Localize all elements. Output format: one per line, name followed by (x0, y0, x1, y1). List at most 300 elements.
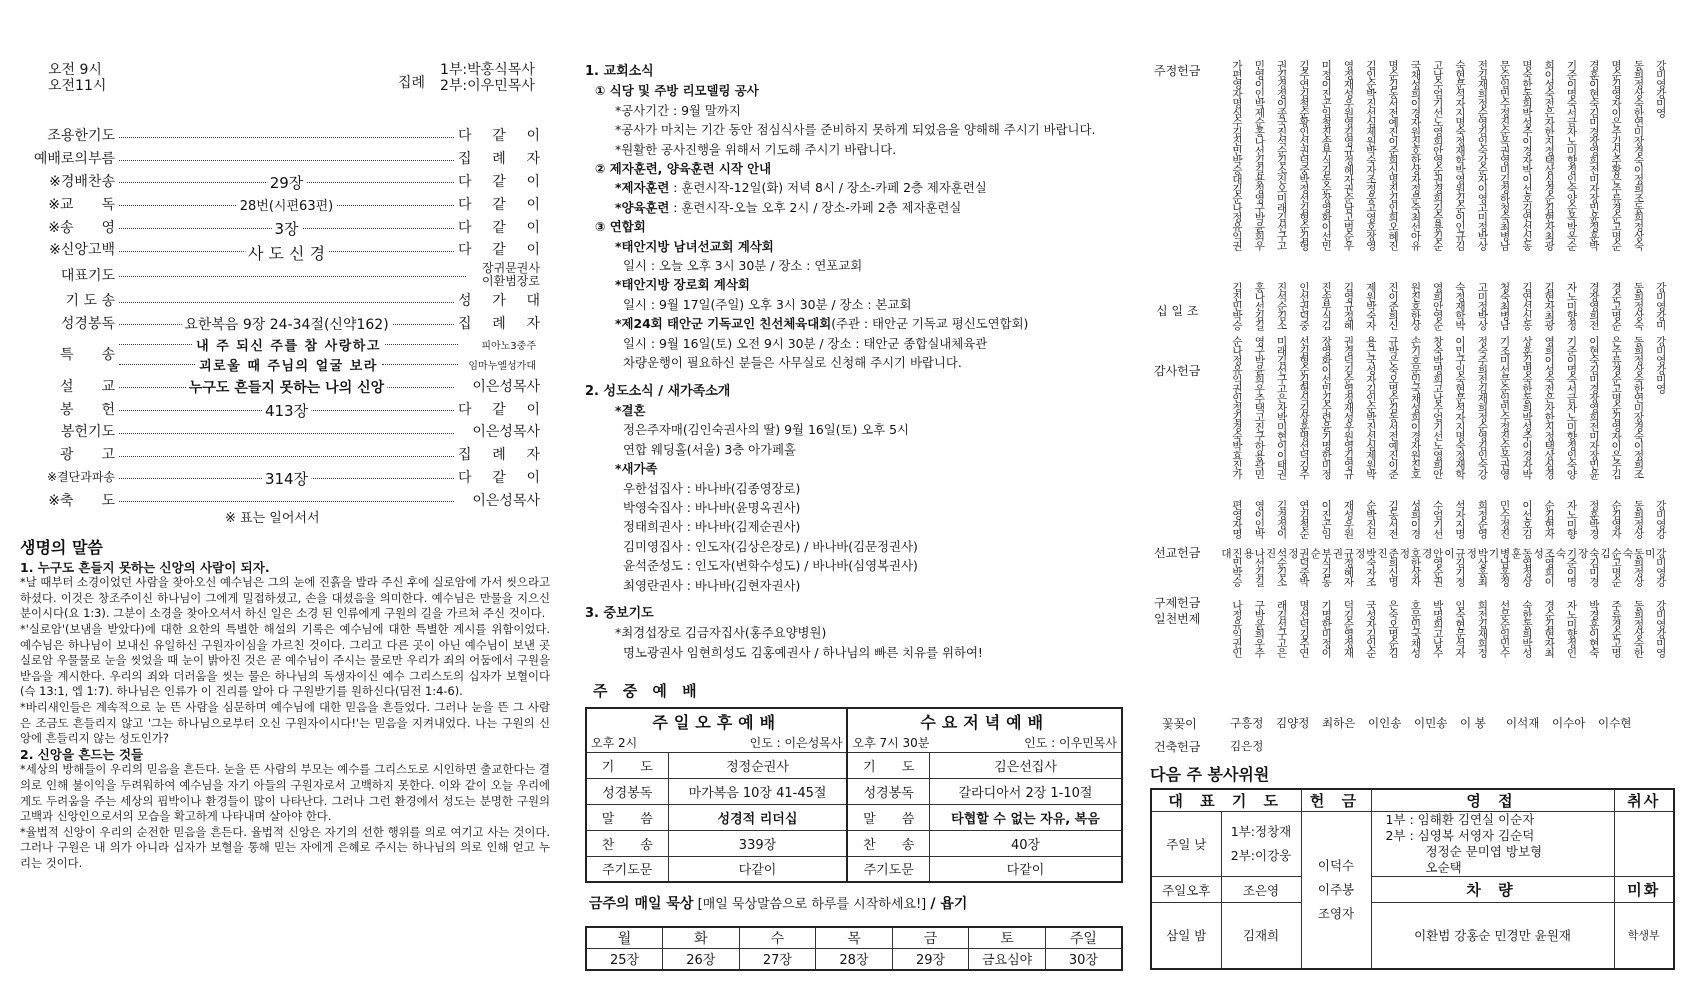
offering-names: 경순고명순 (1610, 282, 1623, 330)
offering-names: 김인순박진선심제원박숙자조정웅고영호장영 (1364, 60, 1377, 250)
news-heading-2: 2. 성도소식 / 새가족소개 (585, 383, 731, 399)
wed-night-label: 삼일 밤 (1151, 903, 1221, 969)
offering-names: 진민박승대 (1220, 548, 1243, 586)
meditation-label: 금주의 매일 묵상 (589, 896, 694, 912)
word-of-life (20, 540, 550, 871)
flower-name: 이 봉 (1460, 716, 1486, 730)
offering-names: 경장영희전 (1587, 282, 1600, 330)
order-item: 3장 (271, 218, 301, 239)
sun-noon-2: 2부:이강웅 (1230, 848, 1292, 863)
offering-names: 명순김영자이은주김신주황은주류경순고명순 (1610, 60, 1623, 250)
offering-names: 정훈박경 (1587, 500, 1600, 538)
offering-names: 권덕중박정 (1286, 548, 1310, 586)
offering-names: 임숙현문석자 (1454, 600, 1466, 657)
flower-name: 이석재 (1506, 716, 1540, 730)
worship-value: 40장 (929, 830, 1122, 856)
offering-names: 영희이성숙전은자한지정택상심경 (1543, 336, 1556, 479)
new-family: 김미영집사 : 인도자(김상은장로) / 바나바(김문정권사) (623, 538, 918, 554)
special-who-2: 임마누엘성가대 (468, 360, 536, 372)
news-detail: 일시 : 오늘 오후 3시 30분 / 장소 : 연포교회 (623, 258, 863, 274)
next-week-table (1150, 788, 1675, 970)
order-row (20, 374, 540, 397)
offering-names: 민수정진 (1498, 500, 1511, 538)
worship-row (586, 752, 1122, 778)
order-who: 장귀문권사 이환범장로 (482, 260, 540, 288)
worship-key: 주기도문 (586, 856, 668, 882)
offering-names: 규김기정이 (1443, 548, 1466, 586)
day-header: 화 (663, 927, 740, 949)
worship-value: 339장 (668, 830, 847, 856)
offering-names: 덕김순영정재 (1342, 600, 1355, 657)
flower-name: 구흥정 (1230, 716, 1264, 730)
order-item: 요한복음 9장 24-34절(신약162) (181, 314, 391, 334)
offering-label-ilcheon: 일천번제 (1154, 612, 1201, 626)
news-detail: 연합 웨딩홀(서울) 3층 아가페홀 (623, 441, 796, 457)
offering-names: 래김선구고은 (1275, 600, 1288, 657)
news-item: ② 제자훈련, 양육훈련 시작 안내 (595, 161, 772, 177)
offering-names: 상훈김명숙한동희박성주이경자박 (1520, 336, 1533, 479)
offering-names: 재성우원 (1342, 500, 1355, 538)
order-label: ※신앙고백 (49, 242, 115, 259)
weekly-worship-title: 주 중 예 배 (593, 682, 702, 700)
offering-label-guje: 구제헌금 (1154, 596, 1201, 610)
offering-names: 박숙자조정 (1353, 548, 1377, 586)
prayer-request: 명노광권사 임현희성도 김홍예권사 / 하나님의 빠른 치유를 위하여! (623, 644, 983, 660)
offering-names: 민영이인박제순홍나선김길용정영구박윤희우 (1253, 60, 1266, 250)
greet-line: 오순택 (1425, 860, 1462, 875)
order-row (20, 170, 540, 193)
new-family: 박영숙집사 : 바나바(윤명옥권사) (623, 499, 801, 515)
order-row (20, 147, 540, 170)
service-times (48, 62, 106, 94)
news-heading-1: 1. 교회소식 (585, 64, 654, 79)
jibrye-label: 집례 (398, 75, 426, 91)
offering-names: 호한상자정 (1398, 548, 1422, 586)
order-label: 예배로의부름 (33, 151, 115, 168)
sun-noon-1: 1부:정창재 (1230, 824, 1292, 839)
news-subitem: *태안지방 장로회 계삭회 (615, 277, 750, 293)
new-family: 최영란권사 : 바나바(김현자권사) (623, 577, 801, 593)
offering-names: 국채성희이경자원진호한상자정문숙최선아유 (1409, 60, 1422, 250)
offering-label-gamsa: 감사헌금 (1154, 364, 1201, 378)
order-row (20, 192, 540, 215)
offering-names: 부식김동순 (1309, 548, 1333, 586)
offering-names: 박경훈이현숙 (1587, 600, 1600, 657)
news-subitem: *태안지방 남녀선교회 계삭회 (615, 238, 774, 254)
offering-names: 동희정상 (1632, 500, 1645, 538)
building-offering-name: 김은정 (1230, 739, 1264, 753)
order-row (20, 443, 540, 466)
offering-names: 김진민박승 (1231, 282, 1243, 330)
order-dots (119, 433, 454, 434)
offering-names: 고미정박상 (1476, 282, 1489, 330)
order-item: 413장 (262, 400, 311, 421)
greet-line: 2부 : 심영복 서영자 김순덕 (1385, 828, 1535, 843)
worship-key: 찬 송 (586, 830, 668, 856)
order-label: ※결단과파송 (46, 470, 115, 485)
offering-names: 은주류경순고명순김영자이은주김 (1610, 336, 1623, 479)
offering-names: 이선호김 (1520, 500, 1533, 538)
offering-names: 경훈이현숙김미경장영희전미자장민윤정훈박 (1587, 60, 1600, 250)
day-chapter: 28장 (816, 949, 893, 970)
offering-names: 제원박숙자 (1364, 282, 1377, 330)
offering-names: 전김재희정순영김인숙강순자이영고미정박상 (1476, 60, 1489, 250)
offering-names: 김경정이 (1275, 500, 1288, 538)
life-paragraph: *율법적 신앙이 우리의 순전한 믿음을 흔든다. 율법적 신앙은 자기의 선한 행위를 의로 여기고 사는 것이다. 그러나 구원은 내 의가 아니라 십자가 보혈을 통해 믿는 자에게 은혜로 주시는 하나님의 의로 인해 얻고 누리는 것이다. (20, 824, 550, 870)
offering-names: 창숙박명희고남수엄기선노영희안 (1431, 336, 1444, 479)
worship-value: 정정순권사 (668, 752, 847, 778)
offering-names: 순고명순김 (1599, 548, 1623, 586)
news-detail: *공사기간 : 9월 말까지 (615, 102, 741, 118)
day-header: 토 (969, 927, 1046, 949)
offering-names: 강미영강 (1654, 500, 1667, 538)
order-dots (119, 160, 454, 161)
day-header: 목 (816, 927, 893, 949)
offering-names: 숙정재학박 (1454, 282, 1466, 330)
offering-label-ggot: 꽃꽂이 (1162, 717, 1197, 731)
weekly-worship-table (585, 707, 1123, 883)
life-paragraph: *'실로암'(보냄을 받았다)에 대한 요한의 특별한 해설의 기록은 예수님에 대한 특별한 계시를 위함이었다. 예수님은 하나님이 보내신 유일하신 구원자이심을 가르친 것이다. 그리고 다른 곳이 아닌 예수님이 보낸 곳 실로암 우물물로 눈을 씻었을 때 눈이 밝아진 것은 곧 예수님이 주시는 물로만 우리가 죄의 어둠에서 구원을 받음을 계시한다. 우리의 죄와 더러움을 씻는 물은 하나님의 독생자이신 예수 그리스도의 십자가 보혈이다(슥 13:1, 엡 1:7). 하나님은 인류가 이 진리를 알아 다 구원받기를 원하신다(딤전 1:4-6). (20, 621, 550, 699)
order-label: ※축 도 (48, 492, 115, 509)
offering-label-sipil: 십 일 조 (1156, 304, 1199, 318)
worship-key: 성경봉독 (847, 778, 929, 804)
worship-row (586, 856, 1122, 882)
offering-names: 자노미향 (1565, 500, 1578, 538)
news-detail: 정은주자매(김인숙권사의 딸) 9월 16일(토) 오후 5시 (623, 422, 910, 438)
order-label: 성경봉독 (60, 315, 115, 332)
offering-names: 연김철순 (1297, 500, 1310, 538)
day-chapter: 26장 (663, 949, 740, 970)
offering-names: 숙현문석자지명숙정재학박영원김순이인규김 (1454, 60, 1466, 250)
sun-pm-name: 조은영 (1221, 877, 1301, 903)
offering-names: 장영화이선민김수련윤기명한미정 (1320, 336, 1333, 479)
offering-names: 희정순영 (1476, 500, 1489, 538)
offering-names: 순김영자 (1610, 500, 1623, 538)
offering-names: 숙김미경장 (1576, 548, 1600, 586)
day-chapter: 27장 (739, 949, 816, 970)
new-family: 정태희권사 : 바나바(김제순권사) (623, 519, 801, 535)
special-song-row (20, 334, 540, 374)
order-who: 다 같 이 (458, 173, 540, 190)
offering-names: 동희정상숙한연미장경숙이정희조 (1632, 336, 1645, 479)
offering-names: 기준이명숙 (1554, 548, 1578, 586)
day-chapter: 30장 (1045, 949, 1122, 970)
beauty-label: 미화 (1614, 877, 1674, 903)
offering-names: 용근국성자김인순박진선심제원박 (1364, 336, 1377, 479)
offering-names: 정숙주희전김재희정순영김인숙강 (1476, 336, 1489, 479)
offering-names: 이민구임숙현문석자지명숙정재학 (1454, 336, 1466, 479)
offering-names: 권경덕김순영정재성우원영김영규 (1342, 336, 1355, 479)
life-section-1-title: 1. 누구도 흔들지 못하는 신앙의 사람이 되자. (20, 559, 270, 575)
order-label: 봉헌기도 (60, 424, 115, 441)
offering-names: 원진호한상 (1409, 282, 1422, 330)
sermon-title: 누구도 흔들지 못하는 나의 신앙 (186, 377, 387, 397)
offering-names: 미정이진곤임철진송부식김동순장영화이선민 (1320, 60, 1333, 250)
offering-names: 동희정상숙 (1621, 548, 1645, 586)
church-news (585, 62, 1125, 662)
offering-names: 선문순임민수 (1498, 600, 1511, 657)
order-of-service (20, 124, 540, 511)
day-chapter: 29장 (892, 949, 969, 970)
flower-name: 이인송 (1368, 716, 1402, 730)
car-names: 이환범 강홍순 민경만 윤원재 (1371, 903, 1614, 969)
offering-names: 박명희고남수 (1431, 600, 1444, 657)
order-label: 대표기도 (60, 267, 115, 284)
wed-title: 수요저녁예배 (847, 708, 1122, 734)
offering-names: 동희정상숙 (1632, 282, 1645, 330)
news-label: *양육훈련 (615, 199, 670, 215)
header-offering: 헌 금 (1301, 789, 1371, 812)
meditation-table (585, 926, 1123, 971)
offering-names: 기준이명숙서금자노미향정인숙양순옥박옥순 (1565, 60, 1578, 250)
offering-names: 강미영강미영 (1654, 336, 1667, 393)
offering-names: 동희정상숙한 (1632, 600, 1645, 657)
flower-name: 이민송 (1414, 716, 1448, 730)
order-dots (119, 501, 454, 502)
flower-name: 최하은 (1322, 716, 1356, 730)
offering-names: 강미영강미 (1643, 548, 1667, 586)
jibrye-name-1: 1부:박홍식목사 (440, 62, 535, 78)
meditation-note: [매일 묵상말씀으로 하루를 시작하세요!] (697, 897, 927, 912)
order-label: 특 송 (59, 347, 115, 364)
order-dots (119, 137, 454, 138)
order-who: 이은성목사 (472, 492, 540, 509)
order-who: 다 같 이 (458, 469, 540, 486)
offering-names: 국성자김인순 (1364, 600, 1377, 657)
greet-line: 정정순 문미엽 방보형 (1425, 844, 1543, 859)
offering-names: 나정유익권인 (1231, 600, 1243, 657)
header-rep-prayer: 대 표 기 도 (1151, 789, 1301, 812)
news-item: ① 식당 및 주방 리모델링 공사 (595, 83, 759, 99)
standup-note: ※ 표는 일어서서 (225, 511, 320, 526)
offering-names: 이진곤임 (1320, 500, 1333, 538)
order-who: 집 례 자 (458, 315, 540, 332)
offering-names: 주류경순고명 (1610, 600, 1623, 657)
order-who: 다 같 이 (458, 242, 540, 259)
sun-pm-label: 주일오후 (1151, 877, 1221, 903)
order-who: 성 가 대 (458, 293, 540, 310)
wed-night-name: 김재희 (1221, 903, 1301, 969)
offering-names: 조영희이성 (1532, 548, 1556, 586)
offering-names: 가편영자명심수김진민박승대김순나정유익권 (1231, 60, 1243, 250)
offering-names-grid (1220, 60, 1675, 750)
order-who: 이은성목사 (472, 378, 540, 395)
order-item: 29장 (267, 172, 307, 193)
offering-names: 기조미선문순임민수정진순옥권영 (1498, 336, 1511, 479)
flower-name: 김양정 (1276, 716, 1310, 730)
offering-person: 이덕수 (1317, 857, 1355, 873)
offering-names: 홍나선김길 (1253, 282, 1266, 330)
order-row (20, 312, 540, 335)
offering-names: 김영규정혜 (1342, 282, 1355, 330)
worship-key: 성경봉독 (586, 778, 668, 804)
special-song-1: 내 주 되신 주를 참 사랑하고 (196, 338, 381, 354)
offering-names: 구박윤희우주 (1253, 600, 1266, 657)
day-header: 수 (739, 927, 816, 949)
order-label: 광 고 (59, 447, 115, 464)
offering-names: 자노미향정 (1565, 282, 1578, 330)
wed-leader: 인도 : 이우민목사 (1024, 736, 1117, 751)
jibrye-names (440, 62, 535, 94)
order-who: 이은성목사 (472, 424, 540, 441)
offering-names: 김연선신동 (1520, 282, 1533, 330)
offering-names: 권김경정이종국진석순김소진오미래김선구고 (1275, 60, 1288, 250)
offering-label-seongyo: 선교헌금 (1154, 546, 1201, 560)
worship-row (586, 778, 1122, 804)
sun-pm-title: 주일오후예배 (586, 708, 847, 734)
offering-names: 자노미향정인 (1565, 600, 1578, 657)
day-header: 주일 (1045, 927, 1122, 949)
order-who: 다 같 이 (458, 128, 540, 145)
life-title: 생명의 말씀 (20, 538, 103, 557)
offering-names: 호문민국채성 (1409, 600, 1422, 657)
order-item: 사 도 신 경 (245, 241, 328, 264)
offering-label-jujeong: 주정헌금 (1154, 64, 1201, 78)
sun-noon-label: 주일 낮 (1151, 812, 1221, 877)
order-who: 집 례 자 (458, 151, 540, 168)
daily-meditation-line (589, 893, 967, 913)
order-dots (119, 276, 466, 277)
worship-key: 주기도문 (847, 856, 929, 882)
offering-person: 조영자 (1317, 905, 1355, 921)
worship-key: 찬 송 (847, 830, 929, 856)
order-label: 봉 헌 (59, 401, 115, 418)
offering-names: 경순김현자최 (1543, 600, 1556, 657)
offering-names: 김주연김철순황인선권덕중박정선김형순김형 (1297, 60, 1310, 250)
service-time-2: 오전11시 (48, 78, 107, 94)
worship-key: 기 도 (586, 752, 668, 778)
offering-names: 편영자명 (1231, 500, 1243, 538)
order-label: 설 교 (59, 378, 115, 395)
offering-names: 강미영강미영 (1654, 600, 1667, 657)
prayer-request: *최경섭장로 김금자집사(홍주요양병원) (615, 625, 827, 641)
news-subitem: *제24회 태안군 기독교인 친선체육대회 (615, 316, 832, 332)
offering-names: 석자지명 (1454, 500, 1466, 538)
offering-names: 인선권덕중 (1297, 282, 1310, 330)
news-heading-3: 3. 중보기도 (585, 605, 654, 621)
offering-names: 명숙한동희박성주이경자박이선호김연선신동 (1520, 60, 1533, 250)
offering-names: 진이준희신 (1387, 282, 1400, 330)
worship-row (586, 830, 1122, 856)
offering-names: 기명한미정이 (1320, 600, 1333, 657)
order-row (20, 124, 540, 147)
special-who-1: 피아노3중주 (481, 340, 536, 352)
order-label: 기 도 송 (65, 293, 115, 310)
day-chapter: 금요심야 (969, 949, 1046, 970)
beauty-name: 학생부 (1614, 903, 1674, 969)
news-detail: *원활한 공사진행을 위해서 기도해 주시기 바랍니다. (615, 141, 897, 157)
offering-names: 나선김길용 (1242, 548, 1266, 586)
offering-names: 문순임민수정진순옥권영미김정하청숙최병남 (1498, 60, 1511, 250)
worship-key: 말 씀 (847, 804, 929, 830)
news-detail: 차량운행이 필요하신 분들은 사무실로 신청해 주시기 바랍니다. (623, 355, 962, 371)
worship-value: 타협할 수 없는 자유, 복음 (929, 804, 1122, 830)
news-label: *제자훈련 (615, 180, 670, 196)
offering-names: 성희이경 (1409, 500, 1422, 538)
order-who: 다 같 이 (458, 401, 540, 418)
offering-names: 김동서전 (1387, 500, 1400, 538)
offering-names: 진송부식김 (1320, 282, 1333, 330)
offering-names: 청숙최병남 (1498, 282, 1511, 330)
header-cooking: 취사 (1614, 789, 1674, 812)
offering-names: 규박은숙오명순김동서전예진이준 (1387, 336, 1400, 479)
offering-names: 이현숙김미경장영희전미자장민윤 (1587, 336, 1600, 479)
offering-names: 명순김동서전예진이준희신명진김인희오혜진 (1387, 60, 1400, 250)
offering-names: 순박진선 (1364, 500, 1377, 538)
service-time-1: 오전 9시 (48, 62, 102, 78)
flower-names (1230, 715, 1644, 731)
new-family: 우한섭집사 : 바나바(김종영장로) (623, 480, 801, 496)
day-header: 금 (892, 927, 969, 949)
offering-names: 영희안영순 (1431, 282, 1444, 330)
day-chapter: 25장 (586, 949, 663, 970)
order-row (20, 289, 540, 312)
order-row (20, 466, 540, 489)
worship-value: 김은선집사 (929, 752, 1122, 778)
offering-names: 강미영강미 (1654, 282, 1667, 330)
worship-value: 다같이 (929, 856, 1122, 882)
news-detail: : 훈련시작-12일(화) 저녁 8시 / 장소-카페 2층 제자훈련실 (669, 180, 987, 196)
order-row (20, 420, 540, 443)
news-item: ③ 연합회 (595, 219, 646, 235)
order-dots (119, 456, 454, 457)
sun-pm-leader: 인도 : 이은성목사 (749, 736, 843, 751)
sun-pm-time: 오후 2시 (591, 736, 638, 751)
order-label: ※송 영 (48, 219, 115, 236)
news-subitem: *결혼 (615, 402, 646, 418)
offering-names: 규정혜자권 (1331, 548, 1355, 586)
worship-key: 기 도 (847, 752, 929, 778)
wed-time: 오후 7시 30분 (852, 736, 930, 751)
news-detail: : 훈련시작-오늘 오후 2시 / 장소-카페 2층 제자훈련실 (669, 199, 962, 215)
worship-value: 갈라디아서 2장 1-10절 (929, 778, 1122, 804)
offering-person: 이주봉 (1317, 881, 1355, 897)
order-row (20, 397, 540, 420)
worship-value: 성경적 리더십 (668, 804, 847, 830)
offering-names: 고남수엄기선노영희안영순권경희김승룡김순 (1431, 60, 1444, 250)
order-who: 다 같 이 (458, 219, 540, 236)
offering-names: 진석순김소 (1275, 282, 1288, 330)
offering-names: 기준이명숙서금자노미향정인숙양 (1565, 336, 1578, 479)
special-song-2: 괴로울 때 주님의 얼굴 보라 (199, 358, 378, 374)
offering-names: 순나정유익권인정김경숙박효진가 (1231, 336, 1243, 479)
life-section-2-title: 2. 신앙을 흔드는 것들 (20, 746, 144, 762)
offering-names: 동엽정상훈 (1509, 548, 1533, 586)
worship-value: 다같이 (668, 856, 847, 882)
header-greet: 영 접 (1371, 789, 1614, 812)
news-detail: (주관 : 태안군 기독교 평신도연합회) (831, 316, 1029, 332)
order-row (20, 261, 540, 289)
order-label: 조용한기도 (47, 128, 115, 145)
offering-label-geonchuk: 건축헌금 (1154, 740, 1201, 754)
life-paragraph: *바리새인들은 계속적으로 눈 뜬 사람을 심문하며 예수님에 대한 믿음을 흔들었다. 그러나 눈을 뜬 그 사람은 조금도 흔들리지 않고 '그는 하나님으로부터 오신 구원자이시다!'는 믿음을 지켜내었다. 나는 구원의 신앙에 흔들리지 않는 성도인가? (20, 699, 550, 746)
news-detail: *공사가 마치는 기간 동안 점심식사를 준비하지 못하게 되었음을 양해해 주시기 바랍니다. (615, 122, 1096, 138)
offering-names: 미래김선구고은자박미현이이태권 (1275, 336, 1288, 479)
offering-names: 영이인박 (1253, 500, 1266, 538)
next-week-title: 다음 주 봉사위원 (1150, 765, 1270, 784)
order-who: 집 례 자 (458, 447, 540, 464)
offering-names: 영구박윤희우주택고진구하용곽민 (1253, 336, 1266, 479)
offering-names: 석순김소진 (1264, 548, 1288, 586)
order-label: ※경배찬송 (49, 173, 115, 190)
worship-row (586, 804, 1122, 830)
offering-names: 병남홍정기 (1487, 548, 1511, 586)
order-item: 28번(시편63편) (237, 195, 336, 214)
greet-line: 1부 : 임해환 김연실 이순자 (1385, 812, 1535, 827)
offering-names: 동희정상숙한연미장경숙이정희조동희정상숙 (1632, 60, 1645, 250)
offering-names: 안영순권경 (1420, 548, 1444, 586)
jibrye-name-2: 2부:이우민목사 (440, 78, 535, 94)
